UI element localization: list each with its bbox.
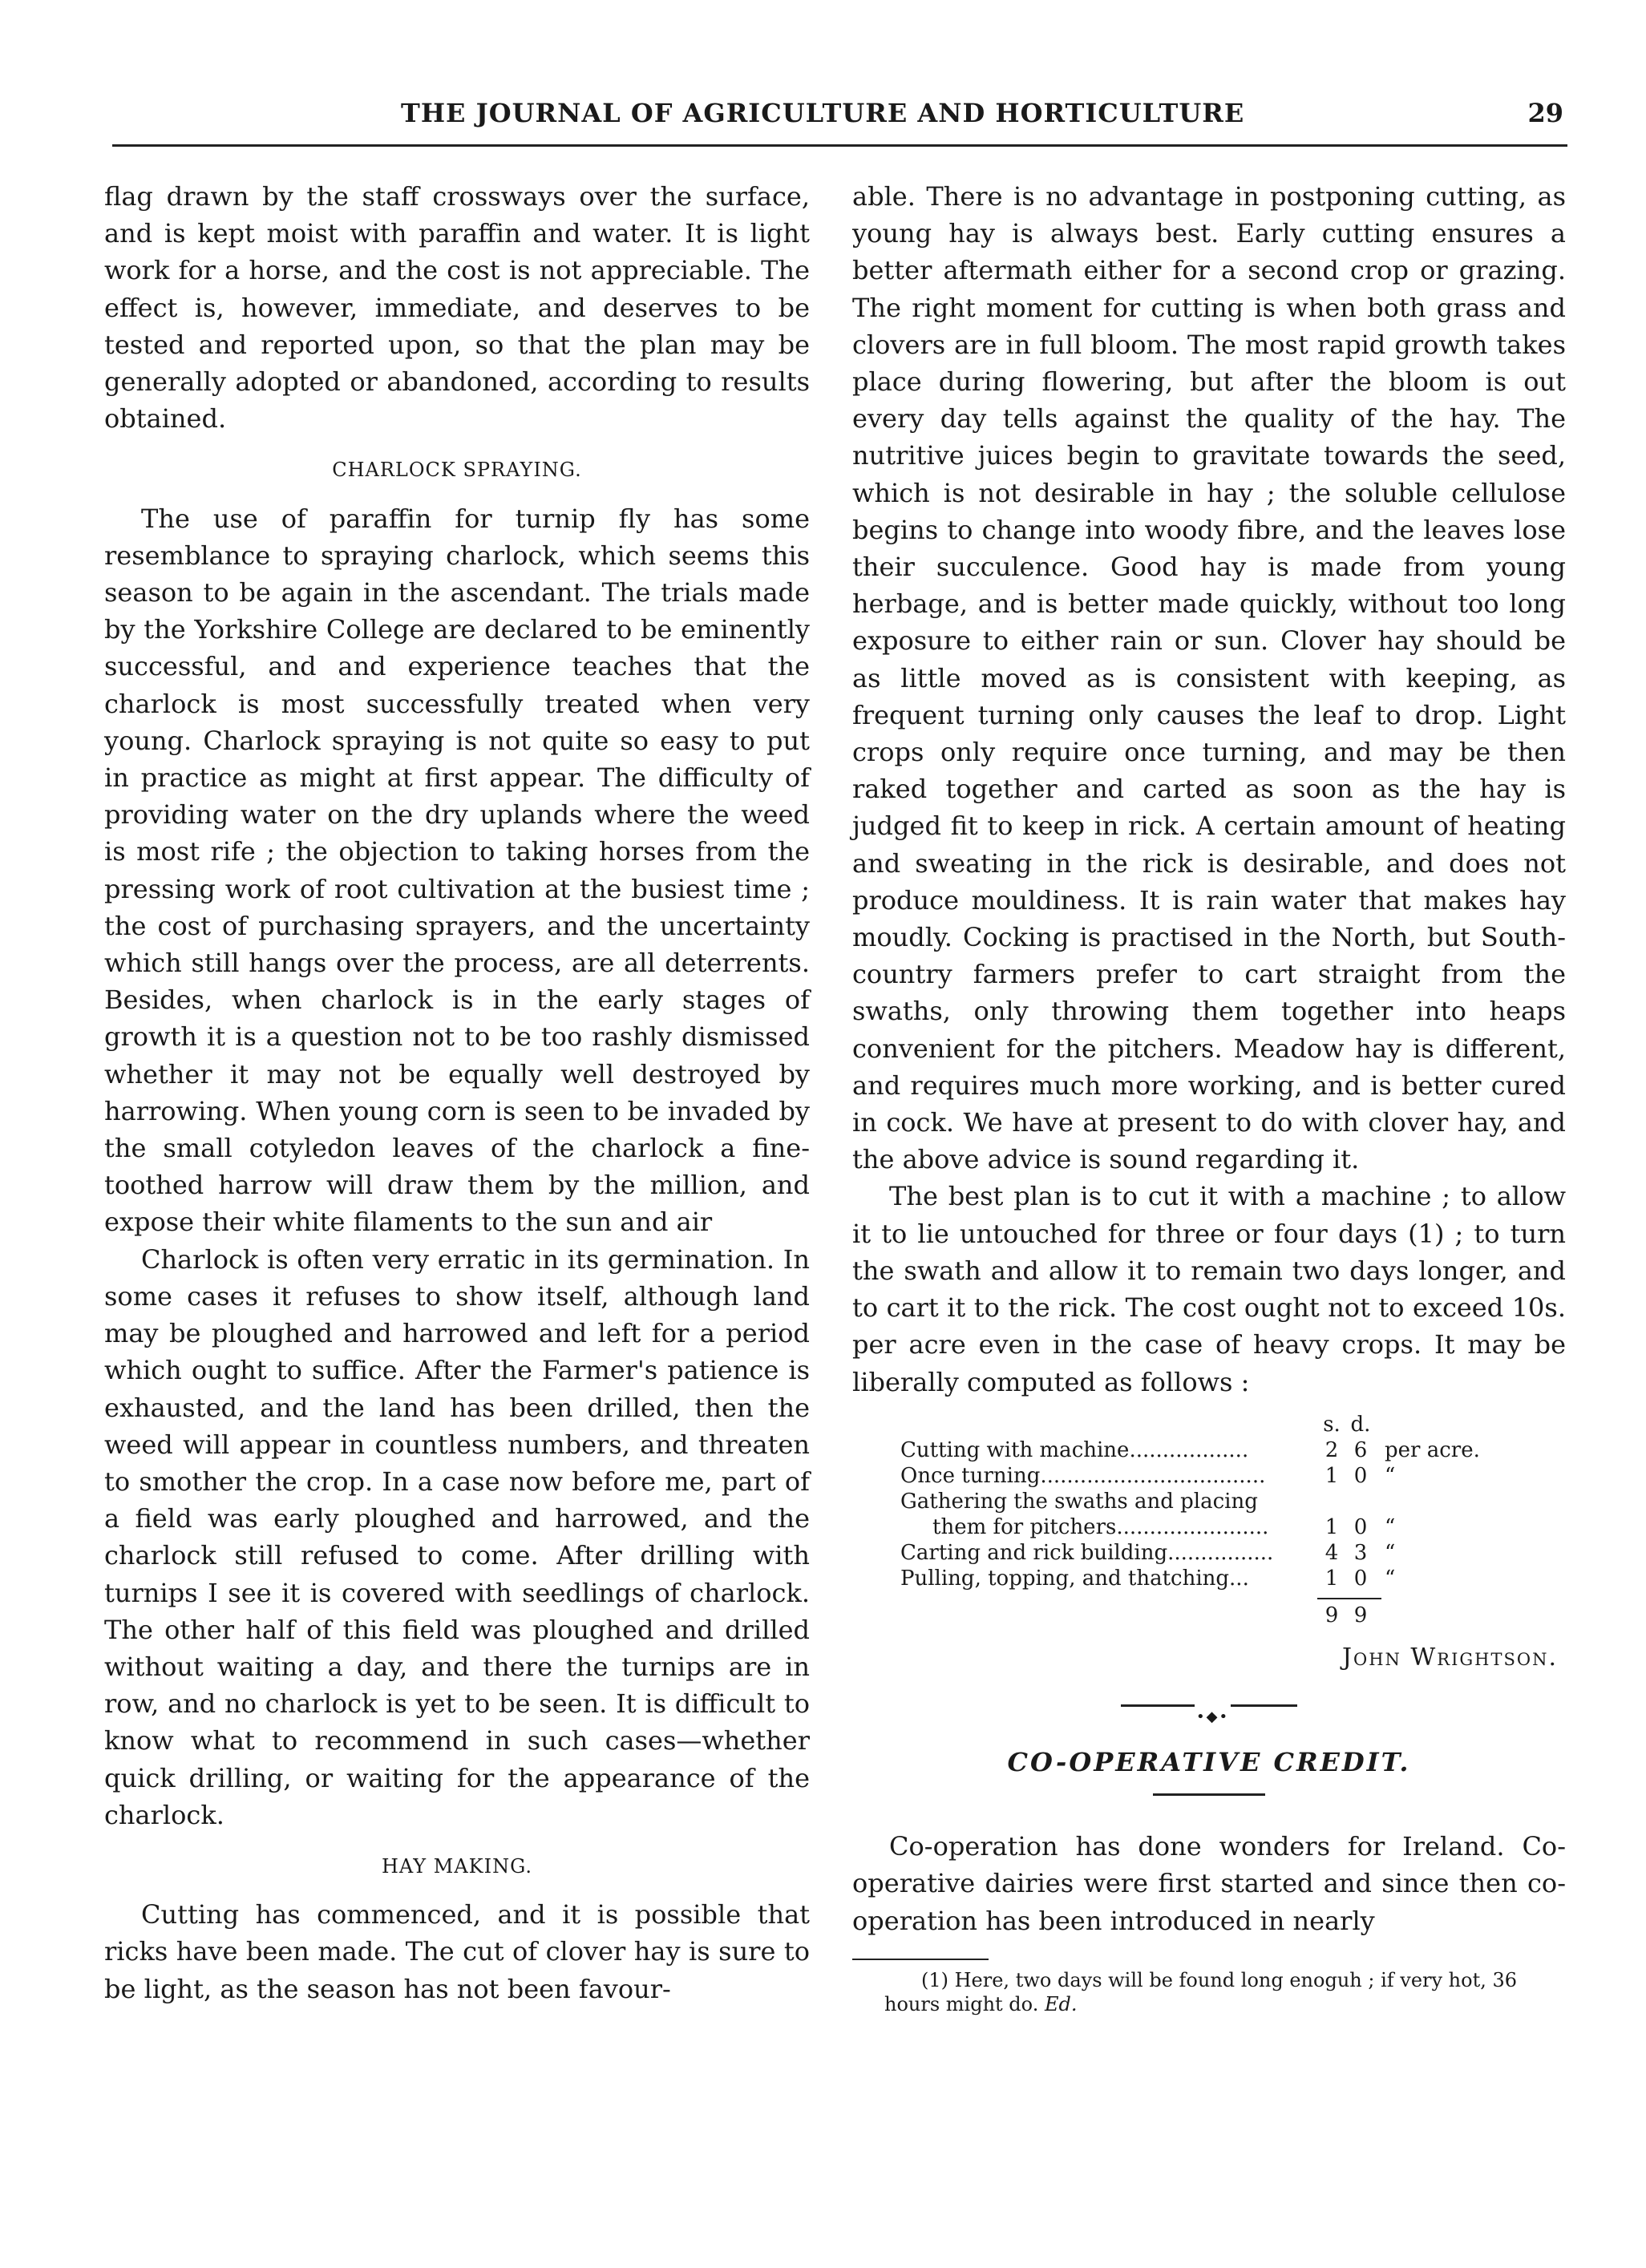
paragraph-charlock-1: The use of paraffin for turnip fly has some resemblance to spraying charlock, which seems this season to be again in the ascendant. The trials made by the Yorkshire College are declared to be eminently successful, and and experience teaches that the charlock is most successfully treated when very young. Charlock spraying is not quite so easy to put in practice as might at first appear. The difficulty of providing water on the dry uplands where the weed is most rife ; the objection to taking horses from the pressing work of root cultivation at the busiest time ; the cost of purchasing sprayers, and the uncertainty which still hangs over the process, are all deterrents. Besides, when charlock is in the early stages of growth it is a question not to be too rashly dismissed whether it may not be equally well destroyed by harrowing. When young corn is seen to be invaded by the small cotyledon leaves of the charlock a fine-toothed harrow will draw them by the million, and expose their white filaments to the sun and air xyxy=(104,503,810,1238)
cost-row-shillings: 1 xyxy=(1324,1566,1339,1591)
cost-row xyxy=(900,1463,1542,1489)
footnote-rule xyxy=(852,1959,989,1960)
cost-row-label: Gathering the swaths and placing xyxy=(900,1489,1258,1514)
cost-row-pence: 0 xyxy=(1353,1463,1368,1488)
paragraph-hay-continued: able. There is no advantage in postponing cutting, as young hay is always best. Early cutting ensures a better aftermath either for a second crop or grazing. The right moment for cutting is when both grass and clovers are in full bloom. The most rapid growth takes place during flowering, but after the bloom is out every day tells against the quality of the hay. The nutritive juices begin to gravitate towards the seed, which is not desirable in hay ; the soluble cellulose begins to change into woody fibre, and the leaves lose their succulence. Good hay is made from young herbage, and is better made quickly, without too long exposure to either rain or sun. Clover hay should be as little moved as is consistent with keeping, as frequent turning only causes the leaf to drop. Light crops only require once turning, and may be then raked together and carted as soon as the hay is judged fit to keep in rick. A certain amount of heating and sweating in the rick is desirable, and does not produce mouldiness. It is rain water that makes hay moudly. Cocking is practised in the North, but South-country farmers prefer to cart straight from the swaths, only throwing them together into heaps convenient for the pitchers. Meadow hay is different, and requires much more working, and is better cured in cock. We have at present to do with clover hay, and the above advice is sound regarding it. xyxy=(852,181,1566,1175)
right-column xyxy=(852,178,1566,2016)
paragraph-charlock-2: Charlock is often very erratic in its germination. In some cases it refuses to show itself, although land may be ploughed and harrowed and left for a period which ought to suffice. After the Farmer's patience is exhausted, and the land has been drilled, then the weed will appear in countless numbers, and threaten to smother the crop. In a case now before me, part of a field was early ploughed and harrowed, and the charlock still refused to come. After drilling with turnips I see it is covered with seedlings of charlock. The other half of this field was ploughed and drilled without waiting a day, and there the turnips are in row, and no charlock is yet to be seen. It is difficult to know what to recommend in such cases—whether quick drilling, or waiting for the appearance of the charlock. xyxy=(104,1243,810,1830)
footnote xyxy=(852,1968,1566,2016)
cost-row-label: them for pitchers....................... xyxy=(932,1514,1269,1539)
footnote-editor-mark: Ed. xyxy=(1044,1992,1078,2015)
cost-row xyxy=(900,1514,1542,1540)
cost-table-header xyxy=(900,1412,1542,1437)
journal-title: THE JOURNAL OF AGRICULTURE AND HORTICULTURE xyxy=(401,98,1245,128)
cost-row-pence: 3 xyxy=(1353,1540,1368,1565)
cost-row-shillings: 4 xyxy=(1324,1540,1339,1565)
cost-row-unit: “ xyxy=(1385,1463,1396,1488)
paragraph-hay-1: Cutting has commenced, and it is possible that ricks have been made. The cut of clover hay is sure to be light, as the season has not been favour- xyxy=(104,1899,810,2004)
cost-row-shillings: 2 xyxy=(1324,1437,1339,1462)
cost-row-label: Carting and rick building................ xyxy=(900,1540,1274,1565)
running-header xyxy=(112,98,1563,146)
cost-row xyxy=(900,1437,1542,1463)
cost-row-unit: “ xyxy=(1385,1540,1396,1565)
section-title-rule xyxy=(1153,1793,1265,1796)
section-divider xyxy=(1121,1699,1297,1725)
total-rule xyxy=(1317,1598,1381,1599)
cost-row-label: Pulling, topping, and thatching... xyxy=(900,1566,1249,1591)
total-pence: 9 xyxy=(1353,1603,1368,1627)
cost-row-pence: 6 xyxy=(1353,1437,1368,1462)
left-column xyxy=(104,178,810,2007)
cost-row-unit xyxy=(1375,1489,1497,1514)
cost-row xyxy=(900,1489,1542,1514)
cost-row-shillings xyxy=(1317,1489,1346,1514)
cost-row-unit: per acre. xyxy=(1385,1437,1480,1462)
paragraph-best-plan: The best plan is to cut it with a machine ; to allow it to lie untouched for three or four days (1) ; to turn the swath and allow it to remain two days longer, and to cart it to the rick. The cost ought not to exceed 10s. per acre even in the case of heavy crops. It may be liberally computed as follows : xyxy=(852,1181,1566,1397)
cost-row-shillings: 1 xyxy=(1324,1514,1339,1539)
cost-row-label: Once turning.................................. xyxy=(900,1463,1266,1488)
cost-row-pence: 0 xyxy=(1353,1566,1368,1591)
header-rule xyxy=(112,144,1567,147)
cost-total-row xyxy=(900,1603,1542,1628)
cost-row-label: Cutting with machine.................. xyxy=(900,1437,1249,1462)
divider-ornament: •◆• xyxy=(1195,1699,1231,1736)
author-signature: John Wrightson. xyxy=(1341,1643,1558,1672)
total-shillings: 9 xyxy=(1324,1603,1339,1627)
cost-row-pence: 0 xyxy=(1353,1514,1368,1539)
cost-table xyxy=(900,1412,1542,1628)
shillings-header: s. xyxy=(1323,1412,1341,1437)
subhead-hay-making: HAY MAKING. xyxy=(381,1854,533,1878)
footnote-text: (1) Here, two days will be found long enoguh ; if very hot, 36 hours might do. xyxy=(884,1968,1518,2015)
page-number: 29 xyxy=(1527,98,1563,128)
cost-row xyxy=(900,1540,1542,1566)
cost-row-unit: “ xyxy=(1385,1514,1396,1539)
subhead-charlock-spraying: CHARLOCK SPRAYING. xyxy=(332,459,582,482)
pence-header: d. xyxy=(1350,1412,1371,1437)
cost-row-shillings: 1 xyxy=(1324,1463,1339,1488)
cost-row-pence xyxy=(1346,1489,1375,1514)
paragraph-cooperation: Co-operation has done wonders for Ireland. Co-operative dairies were first started and since then co-operation has been introduced in nearly xyxy=(852,1831,1566,1936)
cost-row-unit: “ xyxy=(1385,1566,1396,1591)
cost-row xyxy=(900,1566,1542,1591)
paragraph-continuation: flag drawn by the staff crossways over the surface, and is kept moist with paraffin and water. It is light work for a horse, and the cost is not appreciable. The effect is, however, immediate, and deserves to be tested and reported upon, so that the plan may be generally adopted or abandoned, according to results obtained. xyxy=(104,181,810,435)
section-title-cooperative-credit: CO-OPERATIVE CREDIT. xyxy=(1007,1746,1411,1777)
